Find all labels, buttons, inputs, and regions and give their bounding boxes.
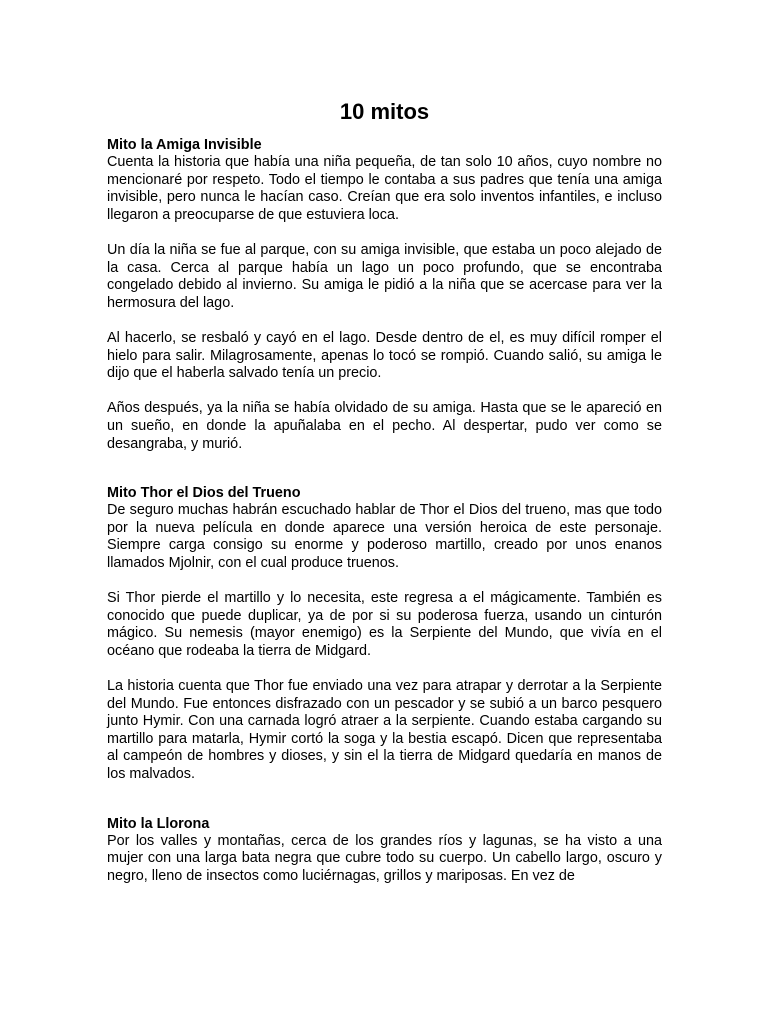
section-amiga-invisible — [107, 136, 662, 453]
paragraph: Años después, ya la niña se había olvidado de su amiga. Hasta que se le apareció en un sueño, en donde la apuñalaba en el pecho. Al despertar, pudo ver como se desangraba, y murió. — [107, 400, 662, 452]
paragraph: Por los valles y montañas, cerca de los grandes ríos y lagunas, se ha visto a una mujer con una larga bata negra que cubre todo su cuerpo. Un cabello largo, oscuro y negro, lleno de insectos como luciérnagas, grillos y mariposas. En vez de — [107, 832, 662, 884]
document-title: 10 mitos — [339, 99, 430, 124]
section-thor — [107, 484, 662, 784]
section-heading: Mito la Llorona — [107, 815, 210, 832]
paragraph: Un día la niña se fue al parque, con su amiga invisible, que estaba un poco alejado de la casa. Cerca al parque había un lago un poco profundo, que se encontraba congelado debido al invierno. Su amiga le pidió a la niña que se acercase para ver la hermosura del lago. — [107, 241, 662, 311]
paragraph: La historia cuenta que Thor fue enviado una vez para atrapar y derrotar a la Serpiente del Mundo. Fue entonces disfrazado con un pescador y se subió a un barco pesquero junto Hymir. Con una carnada logró atraer a la serpiente. Cuando estaba cargando su martillo para matarla, Hymir cortó la soga y la bestia escapó. Dicen que representaba al campeón de hombres y dioses, y sin el la tierra de Midgard quedaría en manos de los malvados. — [107, 678, 662, 782]
paragraph: Al hacerlo, se resbaló y cayó en el lago. Desde dentro de el, es muy difícil romper el hielo para salir. Milagrosamente, apenas lo tocó se rompió. Cuando salió, su amiga le dijo que el haberla salvado tenía un precio. — [107, 329, 662, 382]
section-heading: Mito Thor el Dios del Trueno — [107, 485, 301, 502]
paragraph: Si Thor pierde el martillo y lo necesita, este regresa a el mágicamente. También es conocido que puede duplicar, ya de por si su poderosa fuerza, usando un cinturón mágico. Su nemesis (mayor enemigo) es la Serpiente del Mundo, que vivía en el océano que rodeaba la tierra de Midgard. — [107, 590, 662, 659]
paragraph: Cuenta la historia que había una niña pequeña, de tan solo 10 años, cuyo nombre no mencionaré por respeto. Todo el tiempo le contaba a sus padres que tenía una amiga invisible, pero nunca le hacían caso. Creían que era solo inventos infantiles, e incluso llegaron a preocuparse de que estuviera loca. — [107, 154, 662, 223]
document-page — [107, 98, 662, 885]
paragraph: De seguro muchas habrán escuchado hablar de Thor el Dios del trueno, mas que todo por la nueva película en donde aparece una versión heroica de este personaje. Siempre carga consigo su enorme y poderoso martillo, creado por unos enanos llamados Mjolnir, con el cual produce truenos. — [107, 502, 662, 571]
section-heading: Mito la Amiga Invisible — [107, 137, 262, 153]
section-llorona — [107, 815, 662, 886]
